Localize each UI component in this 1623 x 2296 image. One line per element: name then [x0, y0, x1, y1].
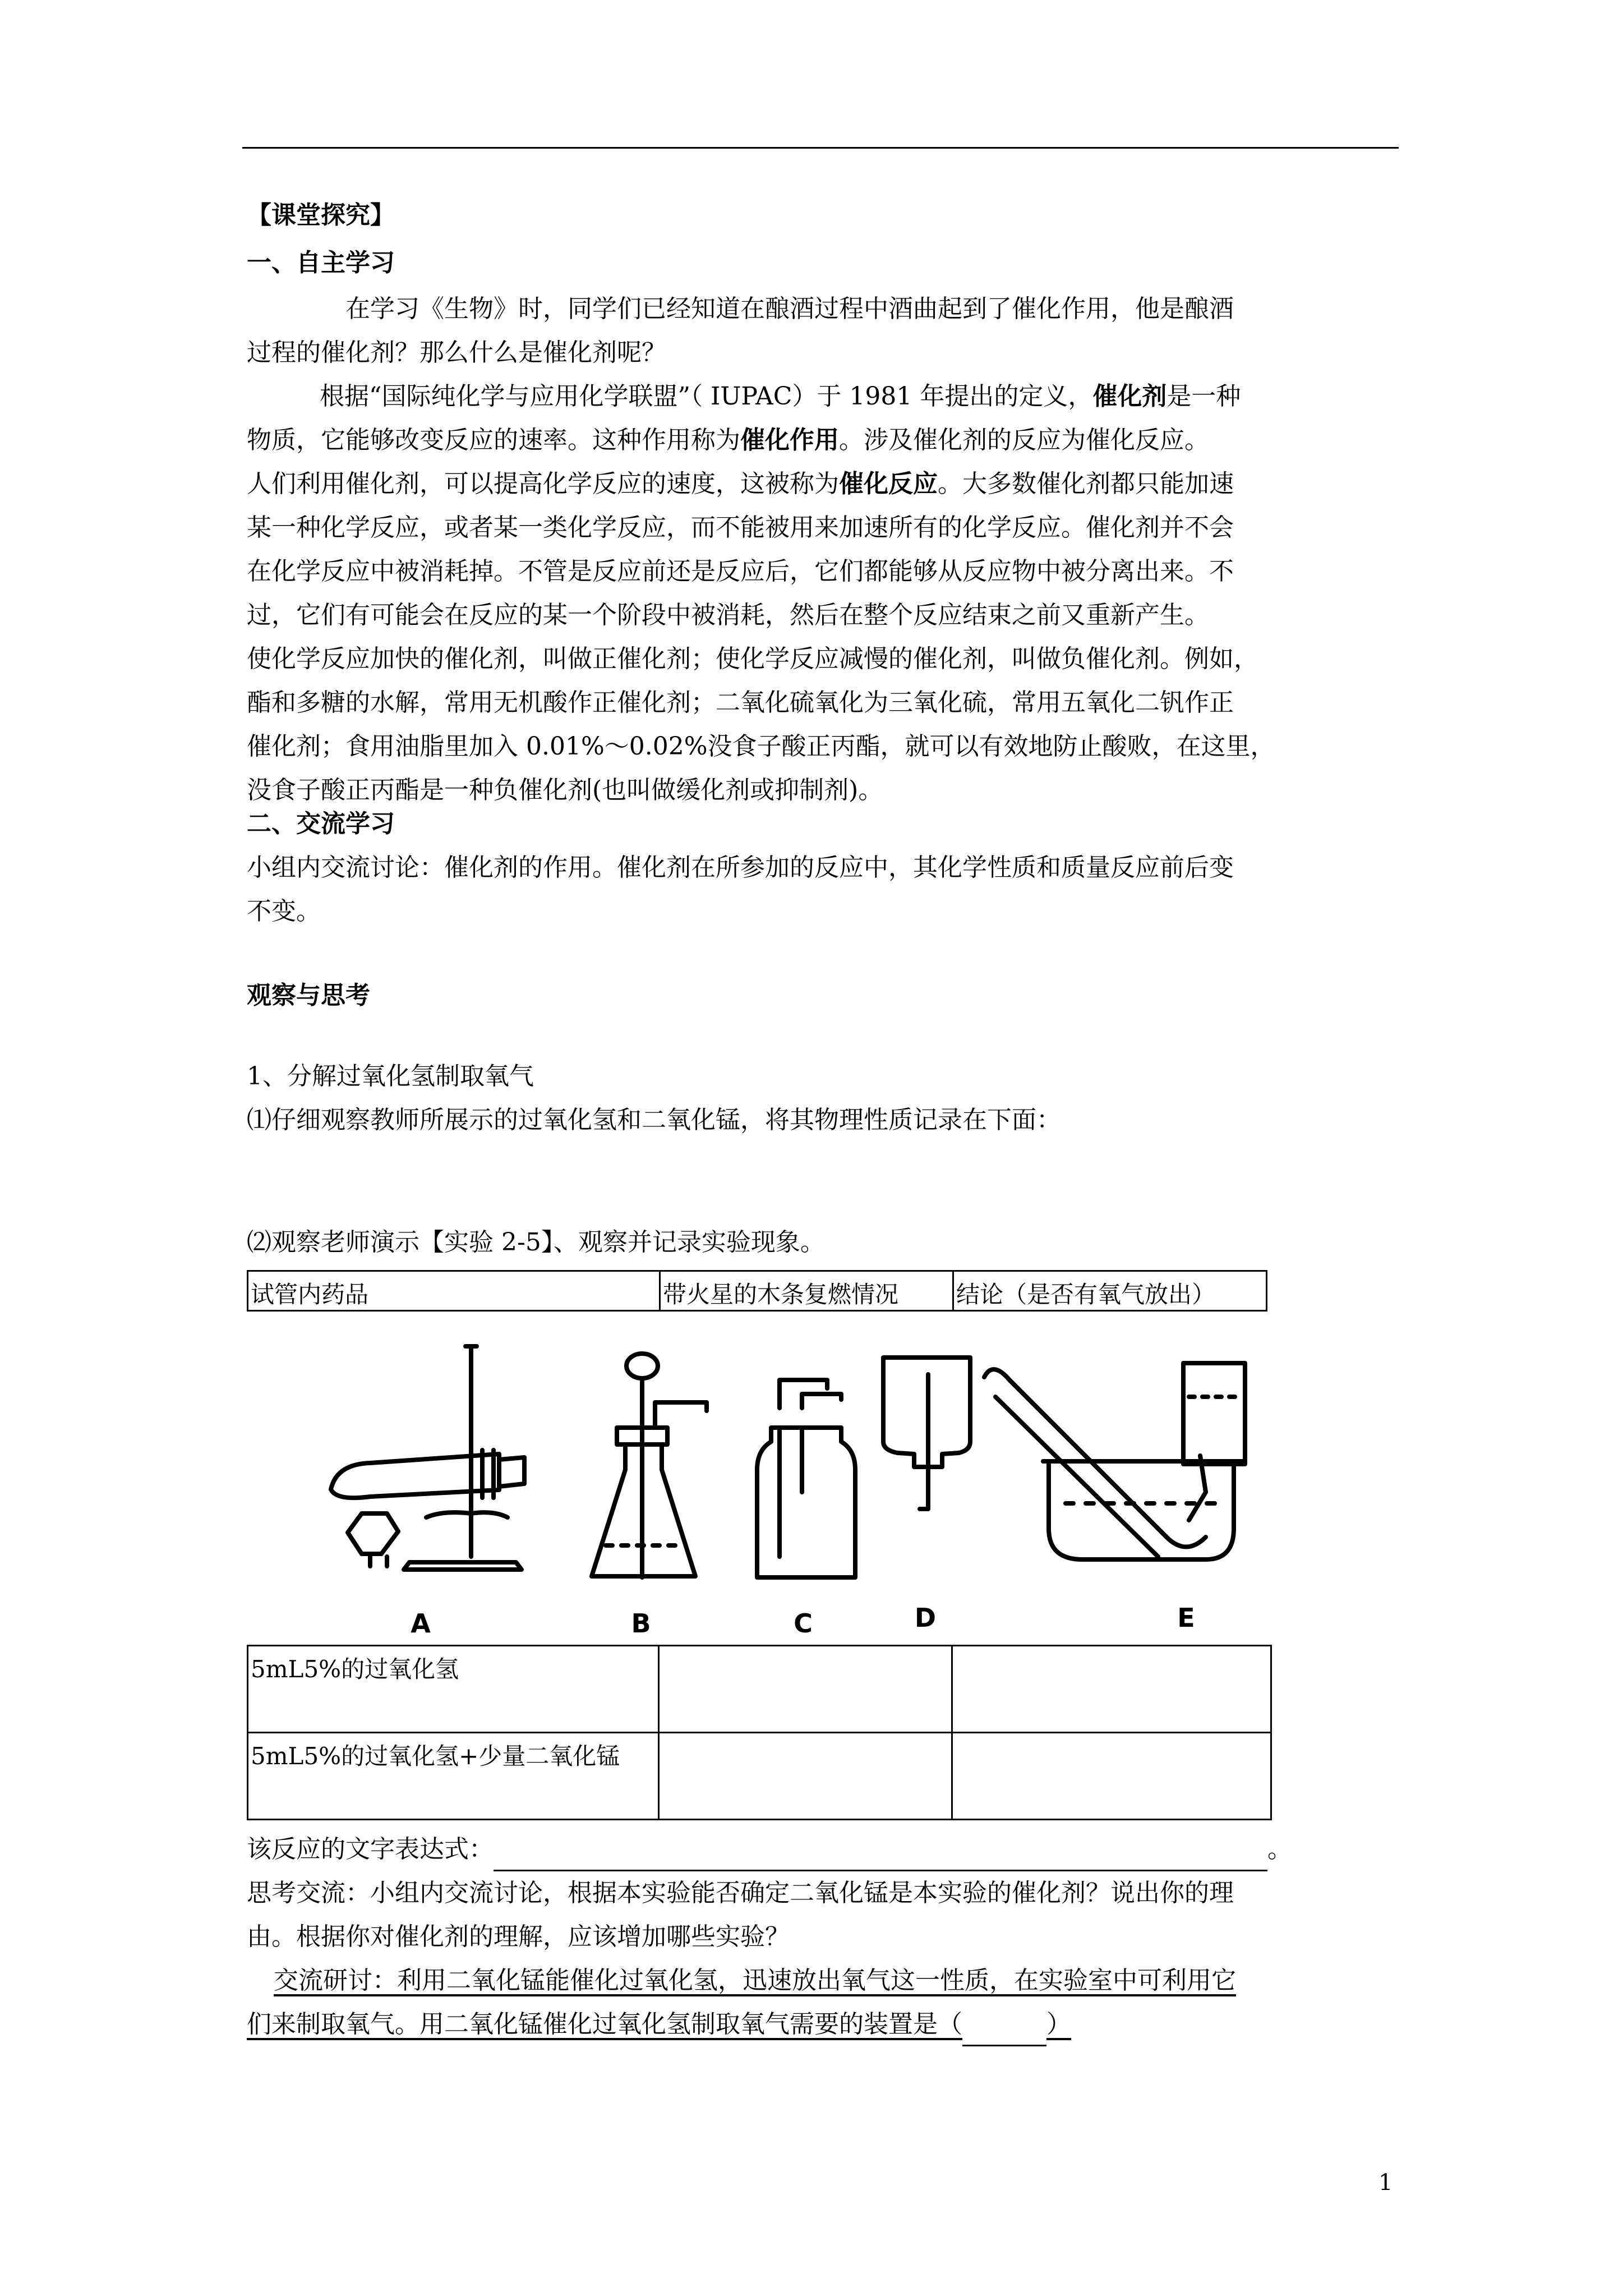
- think-line1: 思考交流：小组内交流讨论，根据本实验能否确定二氧化锰是本实验的催化剂？说出你的理: [247, 1879, 1234, 1907]
- apparatus-label-d: D: [914, 1603, 937, 1633]
- p2-line6: 过，它们有可能会在反应的某一个阶段中被消耗，然后在整个反应结束之前又重新产生。: [247, 601, 1209, 629]
- header-table: [247, 1270, 1267, 1312]
- apparatus-a: [331, 1346, 524, 1570]
- p2-line9: 催化剂；食用油脂里加入 0.01%～0.02%没食子酸正丙酯，就可以有效地防止酸败，在这里，: [247, 732, 1275, 761]
- apparatus-label-e: E: [1177, 1603, 1195, 1633]
- row1-splint: [659, 1646, 952, 1733]
- header-cell-reagent: 试管内药品: [248, 1271, 660, 1311]
- apparatus-label-a: A: [411, 1608, 431, 1639]
- p2-line5: 在化学反应中被消耗掉。不管是反应前还是反应后，它们都能够从反应物中被分离出来。不: [247, 557, 1234, 586]
- observe-title: 观察与思考: [247, 981, 370, 1010]
- header-cell-conclusion: 结论（是否有氧气放出）: [953, 1271, 1267, 1311]
- apparatus-answer-blank[interactable]: [962, 2017, 1046, 2046]
- results-table: [247, 1645, 1272, 1820]
- part2-line1: 小组内交流讨论：催化剂的作用。催化剂在所参加的反应中，其化学性质和质量反应前后变: [247, 853, 1234, 882]
- question-1: 1、分解过氧化氢制取氧气: [247, 1062, 534, 1091]
- part2-line2: 不变。: [247, 897, 321, 926]
- header-rule: [242, 147, 1399, 149]
- row1-reagent: 5mL5%的过氧化氢: [248, 1646, 659, 1733]
- equation-line: 该反应的文字表达式： 。: [247, 1828, 1396, 1871]
- section-title: 【课堂探究】: [247, 201, 395, 229]
- apparatus-figure: [314, 1335, 1340, 1644]
- apparatus-b: [592, 1354, 707, 1577]
- header-cell-splint: 带火星的木条复燃情况: [660, 1271, 953, 1311]
- question-1-2: ⑵观察老师演示【实验 2-5】、观察并记录实验现象。: [247, 1228, 825, 1257]
- apparatus-label-b: B: [631, 1608, 651, 1639]
- equation-answer-blank[interactable]: [494, 1842, 1267, 1871]
- p2-line2: 物质，它能够改变反应的速率。这种作用称为催化作用。涉及催化剂的反应为催化反应。: [247, 426, 1209, 454]
- p2-line7: 使化学反应加快的催化剂，叫做正催化剂；使化学反应减慢的催化剂，叫做负催化剂。例如，: [247, 645, 1258, 673]
- question-1-1: ⑴仔细观察教师所展示的过氧化氢和二氧化锰，将其物理性质记录在下面：: [247, 1106, 1061, 1134]
- p2-line3: 人们利用催化剂，可以提高化学反应的速度，这被称为催化反应。大多数催化剂都只能加速: [247, 470, 1234, 498]
- apparatus-d: [883, 1358, 970, 1509]
- part2-title: 二、交流学习: [247, 809, 395, 838]
- row1-conclusion: [952, 1646, 1271, 1733]
- p2-line4: 某一种化学反应，或者某一类化学反应，而不能被用来加速所有的化学反应。催化剂并不会: [247, 513, 1234, 542]
- exchange-line1: 交流研讨：利用二氧化锰能催化过氧化氢，迅速放出氧气这一性质，在实验室中可利用它: [274, 1966, 1236, 1995]
- p2-line10: 没食子酸正丙酯是一种负催化剂(也叫做缓化剂或抑制剂)。: [247, 776, 883, 804]
- row2-reagent: 5mL5%的过氧化氢+少量二氧化锰: [248, 1733, 659, 1820]
- apparatus-label-c: C: [794, 1608, 813, 1639]
- page-number: 1: [1378, 2170, 1393, 2196]
- apparatus-e: [984, 1363, 1245, 1559]
- part1-title: 一、自主学习: [247, 249, 395, 277]
- p2-line8: 酯和多糖的水解，常用无机酸作正催化剂；二氧化硫氧化为三氧化硫，常用五氧化二钒作正: [247, 688, 1234, 717]
- row2-conclusion: [952, 1733, 1271, 1820]
- p1-line2: 过程的催化剂？那么什么是催化剂呢？: [247, 338, 666, 367]
- think-line2: 由。根据你对催化剂的理解，应该增加哪些实验？: [247, 1922, 790, 1951]
- p2-line1: 根据“国际纯化学与应用化学联盟”（ IUPAC）于 1981 年提出的定义，催化剂是一种: [320, 382, 1241, 411]
- row2-splint: [659, 1733, 952, 1820]
- p1-line1: 在学习《生物》时，同学们已经知道在酿酒过程中酒曲起到了催化作用，他是酿酒: [345, 295, 1234, 323]
- apparatus-c: [757, 1380, 855, 1577]
- exchange-line2: 们来制取氧气。用二氧化锰催化过氧化氢制取氧气需要的装置是（ ）: [247, 2003, 1396, 2046]
